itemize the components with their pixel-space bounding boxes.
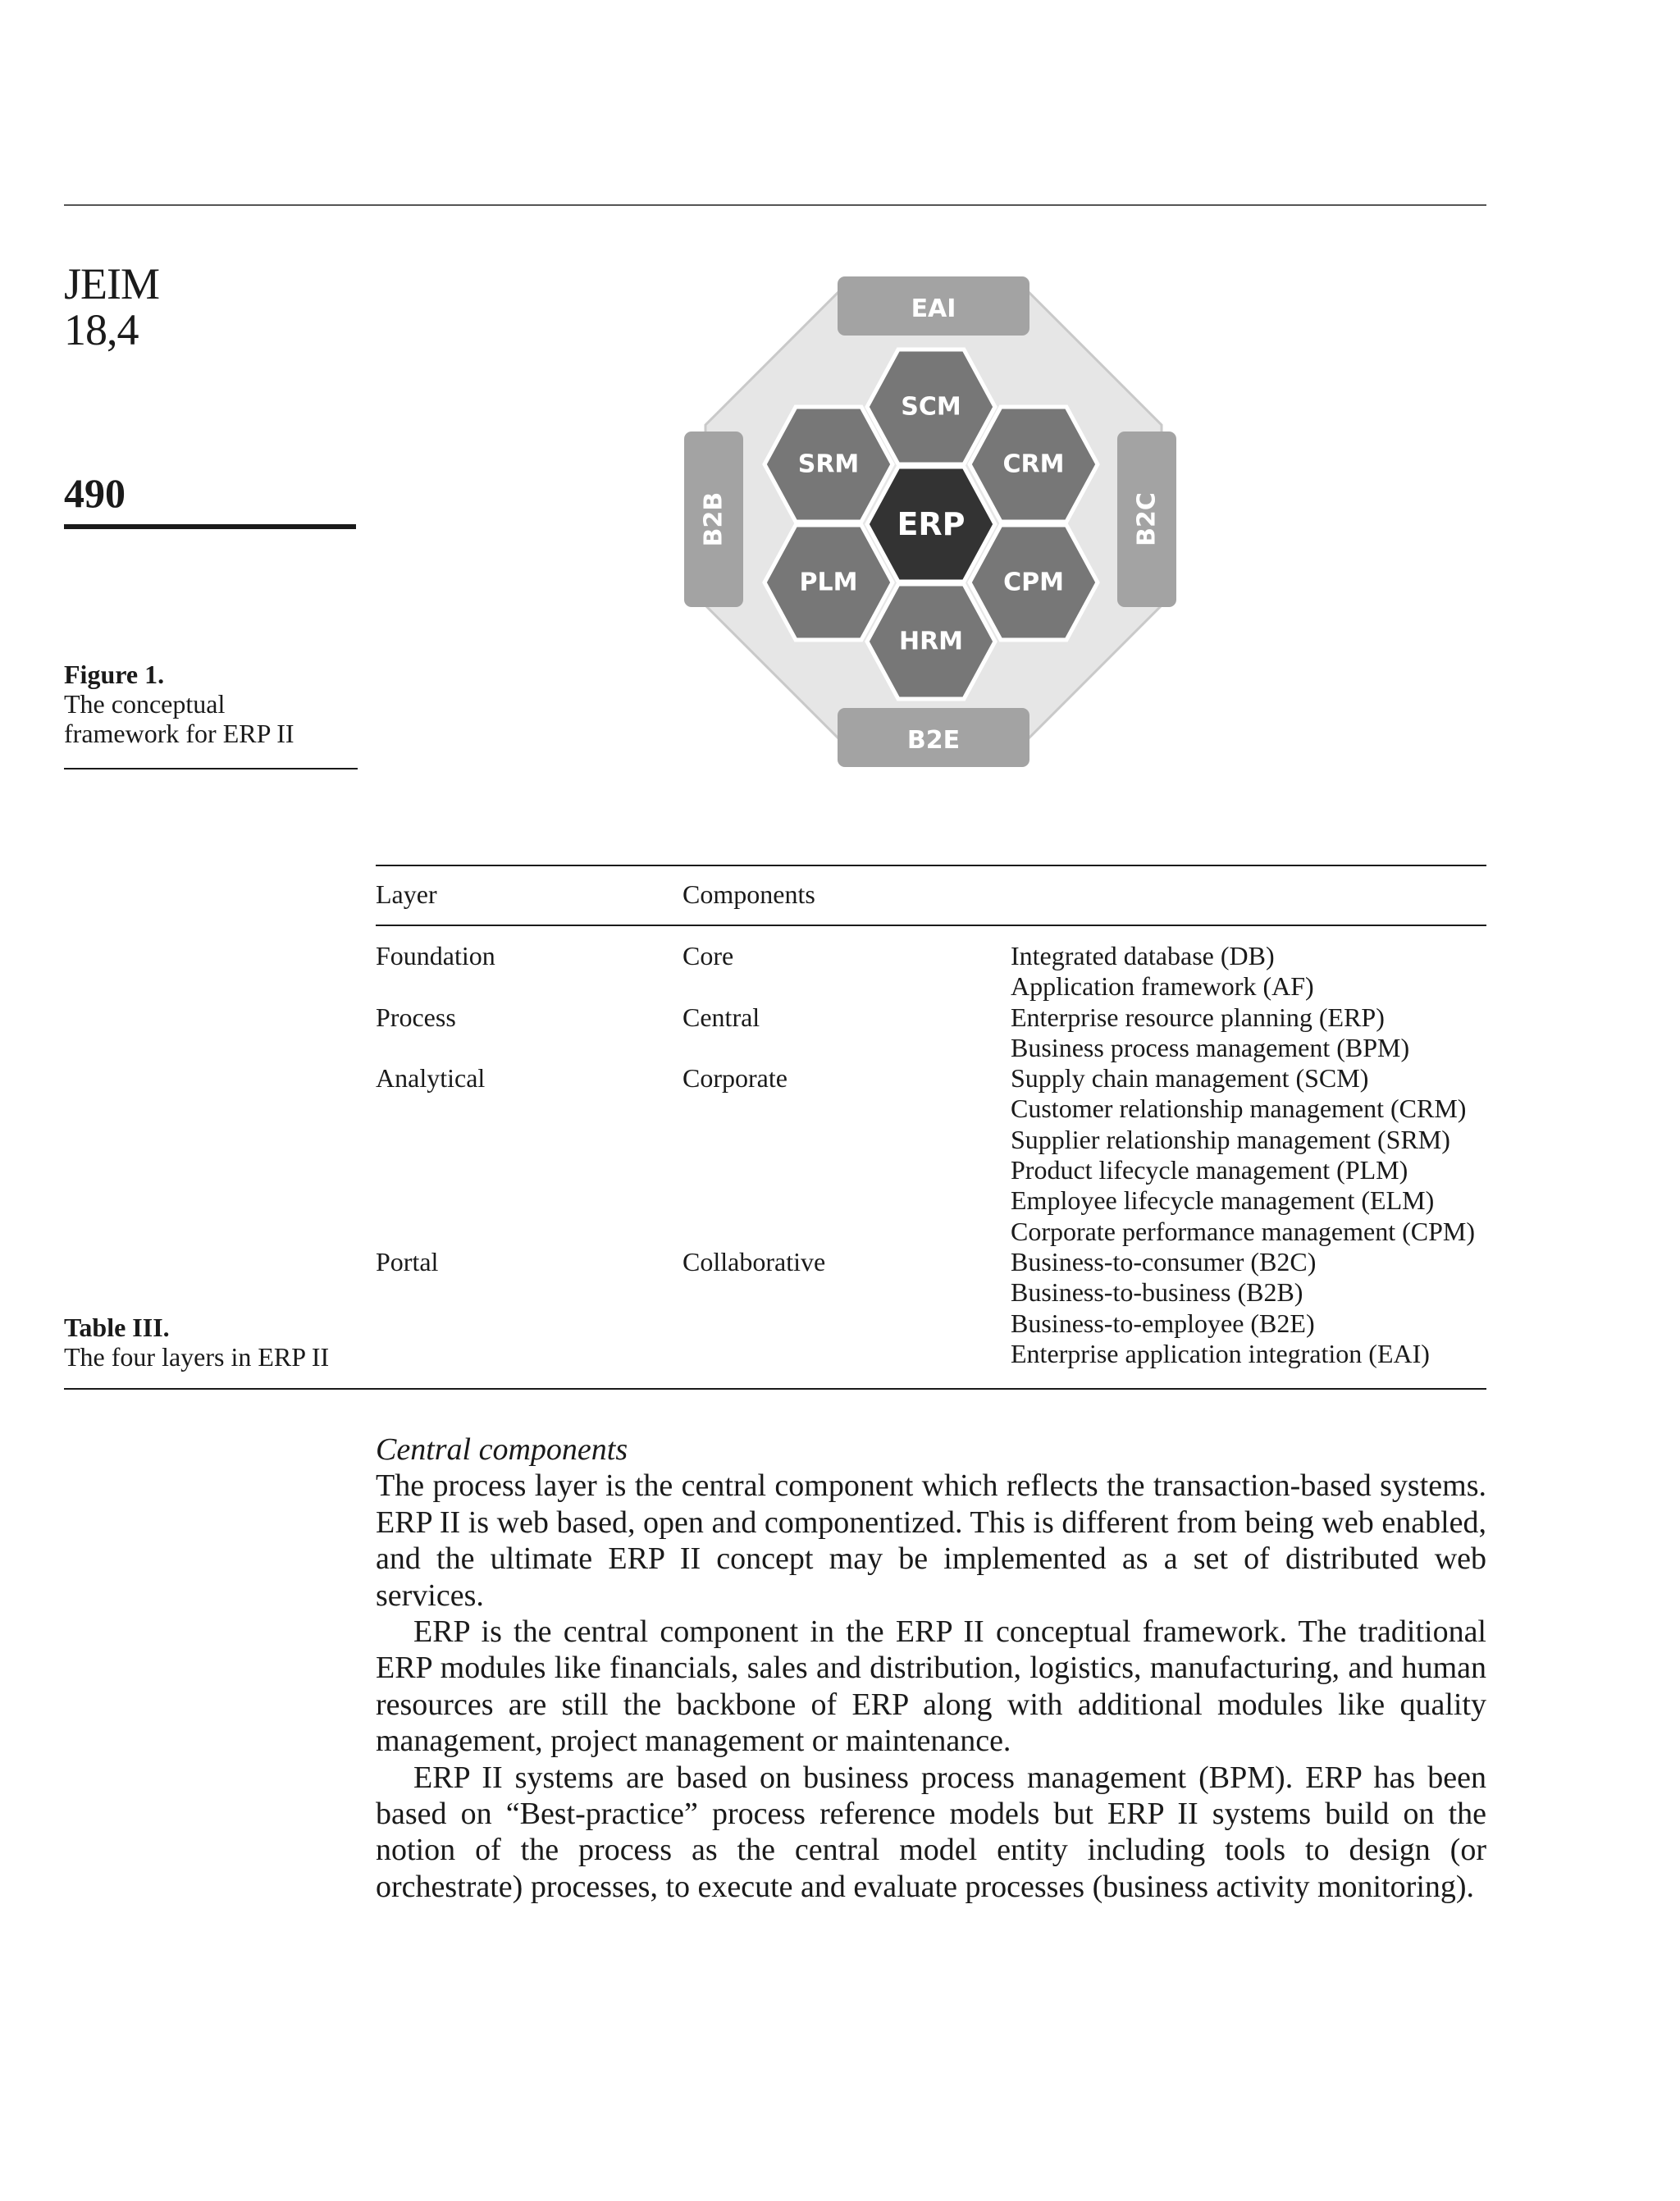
header-rule (64, 204, 1486, 206)
journal-volume: 18,4 (64, 305, 139, 354)
hex-cpm-label: CPM (1003, 568, 1064, 597)
layers-table (376, 865, 1486, 1384)
column-header-components: Components (682, 865, 1011, 925)
table-header-row (376, 865, 1486, 925)
figure-caption-line: framework for ERP II (64, 719, 294, 748)
component-item: Employee lifecycle management (ELM) (1011, 1185, 1435, 1216)
component-item: Customer relationship management (CRM) (1011, 1094, 1467, 1124)
component-item: Supplier relationship management (SRM) (1011, 1124, 1450, 1154)
figure-caption-line: The conceptual (64, 689, 226, 719)
section-central-components (376, 1432, 1486, 1905)
component-item: Business-to-consumer (B2C) (1011, 1246, 1317, 1276)
tab-b2e-label: B2E (906, 726, 961, 755)
table-row (376, 1247, 1486, 1384)
component-item: Business-to-employee (B2E) (1011, 1308, 1315, 1338)
cell-type: Collaborative (682, 1246, 826, 1276)
table-label: Table III. (64, 1313, 170, 1342)
section-heading: Central components (376, 1432, 628, 1467)
tab-eai-label: EAI (911, 295, 956, 323)
table-caption (64, 1313, 329, 1372)
table-bottom-rule (64, 1388, 1486, 1390)
table-row (376, 1063, 1486, 1247)
journal-name: JEIM (64, 259, 159, 308)
tab-b2e (838, 708, 1029, 767)
cell-components (1011, 1063, 1486, 1247)
tab-eai (838, 276, 1029, 336)
hex-scm-label: SCM (901, 392, 961, 422)
component-item: Enterprise application integration (EAI) (1011, 1338, 1430, 1368)
paragraph: The process layer is the central component which reflects the transaction-based systems. ERP II is web based, open and componentized. This is different from being web enabled, and the ultimate ERP II concept may be implemented as a set of distributed web services. (376, 1468, 1486, 1613)
component-item: Integrated database (DB) (1011, 941, 1275, 970)
table-row (376, 925, 1486, 1002)
figure-caption-rule (64, 768, 358, 769)
cell-type: Corporate (682, 1063, 788, 1094)
cell-components (1011, 1247, 1486, 1384)
cell-components (1011, 1002, 1486, 1064)
table-caption-text: The four layers in ERP II (64, 1342, 330, 1372)
hex-crm-label: CRM (1002, 450, 1065, 479)
cell-type: Core (682, 941, 734, 970)
tab-b2c (1117, 432, 1176, 607)
figure-caption (64, 660, 294, 748)
hex-hrm-label: HRM (898, 627, 964, 656)
hex-erp-label: ERP (897, 506, 966, 542)
column-header-empty (1011, 865, 1486, 925)
cell-type: Central (682, 1002, 760, 1032)
component-item: Application framework (AF) (1011, 971, 1314, 1002)
cell-components (1011, 925, 1486, 1002)
column-header-layer: Layer (376, 865, 682, 925)
hex-plm-label: PLM (799, 568, 858, 597)
tab-b2b-label: B2B (699, 491, 728, 547)
cell-layer: Analytical (376, 1063, 486, 1094)
cell-layer: Portal (376, 1246, 439, 1276)
cell-layer: Process (376, 1002, 456, 1032)
cell-layer: Foundation (376, 941, 495, 970)
component-item: Supply chain management (SCM) (1011, 1063, 1369, 1094)
paragraph: ERP is the central component in the ERP II conceptual framework. The traditional ERP modules like financials, sales and distribution, logistics, manufacturing, and human resources are still the backbone of ERP along with additional modules like quality management, project management or maintenance. (376, 1614, 1486, 1759)
component-item: Enterprise resource planning (ERP) (1011, 1002, 1385, 1032)
component-item: Business-to-business (B2B) (1011, 1277, 1303, 1308)
tab-b2c-label: B2C (1132, 492, 1162, 546)
component-item: Product lifecycle management (PLM) (1011, 1155, 1408, 1185)
table-row (376, 1002, 1486, 1064)
page-number: 490 (64, 470, 126, 516)
page-number-rule (64, 524, 356, 529)
tab-b2b (684, 432, 743, 607)
figure-label: Figure 1. (64, 660, 165, 689)
journal-info (64, 261, 159, 353)
hex-srm-label: SRM (797, 450, 860, 479)
paragraph: ERP II systems are based on business process management (BPM). ERP has been based on “Best-practice” process reference models but ERP II systems build on the notion of the process as the central model entity including tools to design (or orchestrate) processes, to execute and evaluate processes (business activity monitoring). (376, 1760, 1486, 1904)
component-item: Business process management (BPM) (1011, 1032, 1410, 1062)
component-item: Corporate performance management (CPM) (1011, 1216, 1476, 1246)
erp-ii-framework-diagram (673, 263, 1189, 779)
